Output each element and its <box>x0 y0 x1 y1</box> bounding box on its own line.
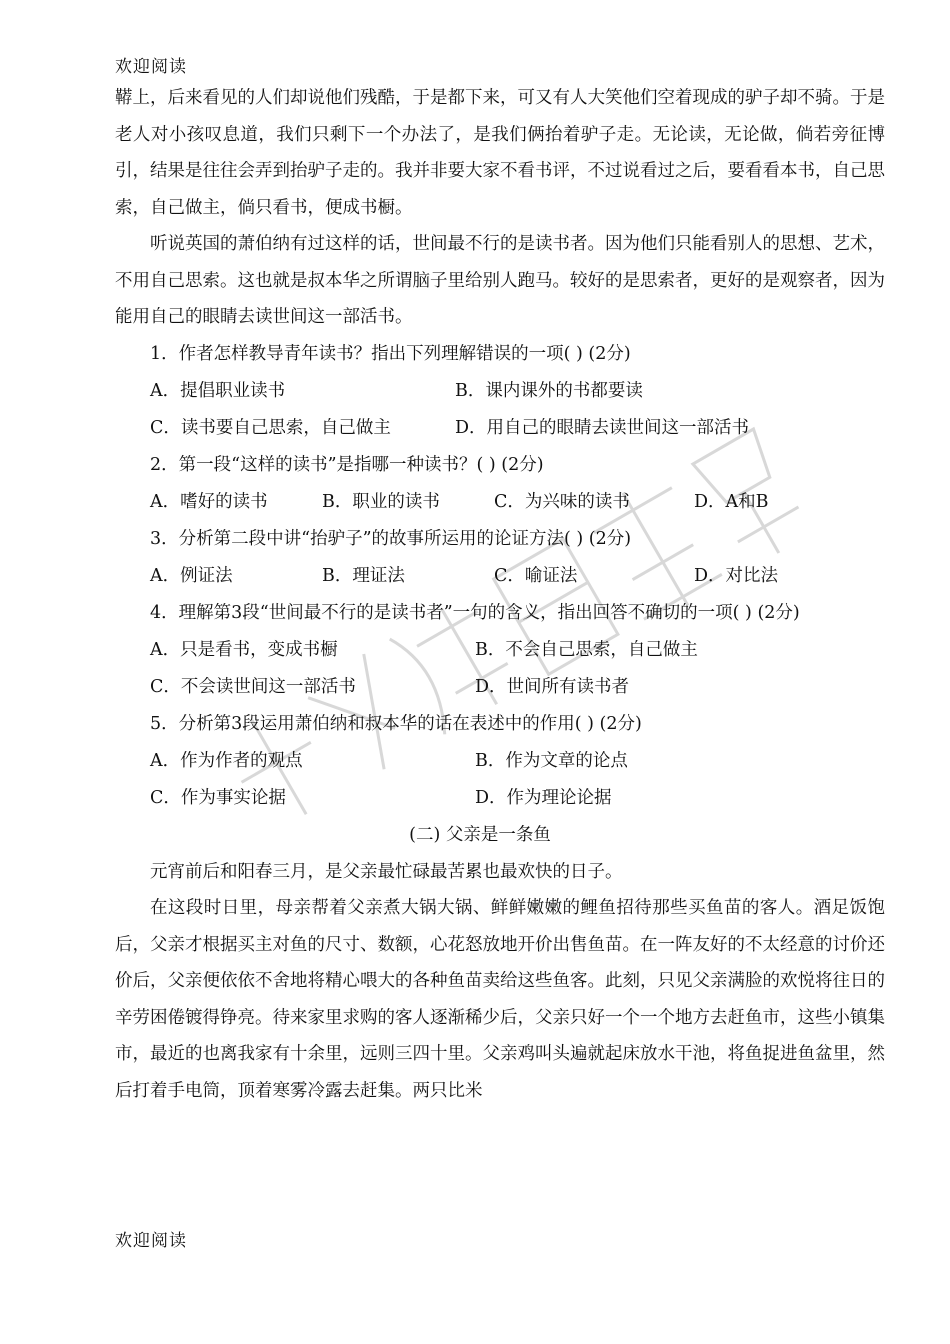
question-4-options-row2 <box>115 669 885 706</box>
question-1-options-row1 <box>115 373 885 410</box>
option-b: B．不会自己思索，自己做主 <box>475 639 698 660</box>
option-c: C．读书要自己思索，自己做主 <box>150 417 391 438</box>
question-4-options-row1 <box>115 632 885 669</box>
option-d: D．用自己的眼睛去读世间这一部活书 <box>455 417 750 438</box>
question-4: 4．理解第3段“世间最不行的是读书者”一句的含义，指出回答不确切的一项( ) (2分) <box>150 602 800 623</box>
option-a: A．提倡职业读书 <box>150 380 286 401</box>
option-b: B．职业的读书 <box>322 491 440 512</box>
option-a: A．嗜好的读书 <box>150 491 268 512</box>
section-title: (二) 父亲是一条鱼 <box>409 824 551 845</box>
option-c: C．为兴味的读书 <box>494 491 630 512</box>
option-d: D．A和B <box>694 491 769 512</box>
question-1-options-row2 <box>115 410 885 447</box>
option-c: C．不会读世间这一部活书 <box>150 676 356 697</box>
option-b: B．理证法 <box>322 565 405 586</box>
option-b: B．课内课外的书都要读 <box>455 380 643 401</box>
question-1: 1．作者怎样教导青年读书？指出下列理解错误的一项( ) (2分) <box>150 343 631 364</box>
option-d: D．对比法 <box>694 565 779 586</box>
question-5-options-row1 <box>115 743 885 780</box>
question-3: 3．分析第二段中讲“抬驴子”的故事所运用的论证方法( ) (2分) <box>150 528 632 549</box>
page-footer: 欢迎阅读 <box>115 1231 187 1251</box>
main-content <box>115 80 885 1109</box>
option-d: D．世间所有读书者 <box>475 676 630 697</box>
option-d: D．作为理论论据 <box>475 787 612 808</box>
question-5-options-row2 <box>115 780 885 817</box>
option-b: B．作为文章的论点 <box>475 750 628 771</box>
option-a: A．例证法 <box>150 565 233 586</box>
question-2-options <box>115 484 885 521</box>
option-a: A．作为作者的观点 <box>150 750 303 771</box>
page-header: 欢迎阅读 <box>115 57 187 77</box>
paragraph: 在这段时日里，母亲帮着父亲煮大锅大锅、鲜鲜嫩嫩的鲤鱼招待那些买鱼苗的客人。酒足饭饱后，父亲才根据买主对鱼的尺寸、数额，心花怒放地开价出售鱼苗。在一阵友好的不太经意的讨价还价后，父亲便依依不舍地将精心喂大的各种鱼苗卖给这些鱼客。此刻，只见父亲满脸的欢悦将往日的辛劳困倦镀得铮亮。待来家里求购的客人逐渐稀少后，父亲只好一个一个地方去赶鱼市，这些小镇集市，最近的也离我家有十余里，远则三四十里。父亲鸡叫头遍就起床放水干池，将鱼捉进鱼盆里，然后打着手电筒，顶着寒雾冷露去赶集。两只比米 <box>115 898 885 1101</box>
question-3-options <box>115 558 885 595</box>
paragraph: 元宵前后和阳春三月，是父亲最忙碌最苦累也最欢快的日子。 <box>150 861 623 882</box>
option-a: A．只是看书，变成书橱 <box>150 639 338 660</box>
paragraph: 听说英国的萧伯纳有过这样的话，世间最不行的是读书者。因为他们只能看别人的思想、艺术，不用自己思索。这也就是叔本华之所谓脑子里给别人跑马。较好的是思索者，更好的是观察者，因为能用自己的眼睛去读世间这一部活书。 <box>115 234 885 327</box>
question-5: 5．分析第3段运用萧伯纳和叔本华的话在表述中的作用( ) (2分) <box>150 713 642 734</box>
paragraph: 鞯上，后来看见的人们却说他们残酷，于是都下来，可又有人大笑他们空着现成的驴子却不骑。于是老人对小孩叹息道，我们只剩下一个办法了，是我们俩抬着驴子走。无论读，无论做，倘若旁征博引，结果是往往会弄到抬驴子走的。我并非要大家不看书评，不过说看过之后，要看看本书，自己思索，自己做主，倘只看书，便成书橱。 <box>115 88 885 218</box>
question-2: 2．第一段“这样的读书”是指哪一种读书？( ) (2分) <box>150 454 544 475</box>
option-c: C．作为事实论据 <box>150 787 286 808</box>
option-c: C．喻证法 <box>494 565 578 586</box>
